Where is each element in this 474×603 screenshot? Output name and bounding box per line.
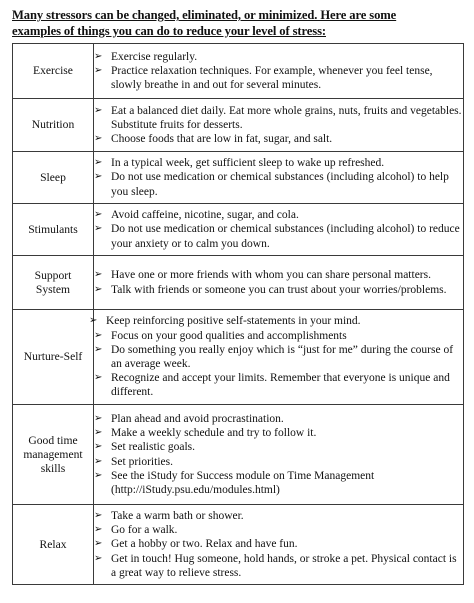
tip-text: Talk with friends or someone you can trust about your worries/problems. — [111, 283, 447, 296]
tip-text: Recognize and accept your limits. Remember that everyone is unique and different. — [111, 372, 450, 399]
heading-line-1: Many stressors can be changed, eliminated, or minimized. Here are some — [12, 8, 397, 22]
category-label: Relax — [39, 537, 67, 551]
list-item — [94, 537, 463, 551]
tips-list — [94, 104, 463, 147]
arrow-bullet-icon: ➢ — [94, 441, 103, 453]
category-label: Good time — [28, 433, 78, 447]
category-cell — [13, 44, 94, 99]
list-item — [94, 222, 463, 250]
document — [10, 7, 464, 585]
tips-list — [89, 314, 463, 399]
arrow-bullet-icon: ➢ — [94, 343, 103, 355]
list-item — [94, 208, 463, 222]
list-item — [94, 552, 463, 580]
arrow-bullet-icon: ➢ — [94, 64, 103, 76]
arrow-bullet-icon: ➢ — [89, 315, 98, 327]
category-cell — [13, 405, 94, 505]
arrow-bullet-icon: ➢ — [94, 552, 103, 564]
category-label: Sleep — [40, 170, 66, 184]
tip-text: Focus on your good qualities and accomplishments — [111, 329, 347, 342]
category-label: Stimulants — [28, 222, 78, 236]
category-label: management — [23, 447, 83, 461]
arrow-bullet-icon: ➢ — [94, 104, 103, 116]
table-row — [13, 505, 464, 585]
tips-list — [94, 412, 463, 497]
tip-text: Set realistic goals. — [111, 441, 195, 454]
list-item — [94, 104, 463, 132]
tips-list — [94, 50, 463, 93]
heading-line-2: examples of things you can do to reduce your level of stress: — [12, 24, 326, 38]
arrow-bullet-icon: ➢ — [94, 329, 103, 341]
tip-text: Get in touch! Hug someone, hold hands, or stroke a pet. Physical contact is a great way to relieve stress. — [111, 552, 457, 579]
category-label: System — [35, 282, 71, 296]
category-cell — [13, 204, 94, 256]
arrow-bullet-icon: ➢ — [94, 133, 103, 145]
category-cell — [13, 152, 94, 204]
tip-text: Avoid caffeine, nicotine, sugar, and cola. — [111, 209, 299, 222]
tips-cell — [94, 44, 464, 99]
tip-text: Practice relaxation techniques. For example, whenever you feel tense, slowly breathe in and out for several minutes. — [111, 64, 433, 92]
tip-text: Take a warm bath or shower. — [111, 509, 244, 522]
stress-tips-table — [12, 43, 464, 585]
arrow-bullet-icon: ➢ — [94, 427, 103, 439]
category-label: skills — [40, 461, 66, 475]
tips-cell — [94, 505, 464, 585]
list-item — [94, 64, 463, 92]
list-item — [94, 343, 463, 371]
page-heading — [10, 7, 464, 39]
arrow-bullet-icon: ➢ — [94, 283, 103, 295]
tip-text: Have one or more friends with whom you can share personal matters. — [111, 269, 431, 282]
table-row — [13, 405, 464, 505]
tip-text: Get a hobby or two. Relax and have fun. — [111, 538, 298, 551]
list-item — [94, 283, 463, 297]
tip-text: Choose foods that are low in fat, sugar, and salt. — [111, 133, 333, 146]
tips-cell — [94, 152, 464, 204]
list-item — [94, 440, 463, 454]
arrow-bullet-icon: ➢ — [94, 412, 103, 424]
arrow-bullet-icon: ➢ — [94, 223, 103, 235]
table-row — [13, 152, 464, 204]
list-item — [94, 523, 463, 537]
list-item — [94, 455, 463, 469]
table-row — [13, 204, 464, 256]
tip-text: Keep reinforcing positive self-statements in your mind. — [106, 315, 361, 328]
tip-text: In a typical week, get sufficient sleep to wake up refreshed. — [111, 157, 385, 170]
arrow-bullet-icon: ➢ — [94, 455, 103, 467]
list-item — [94, 426, 463, 440]
list-item — [94, 156, 463, 170]
tip-text: See the iStudy for Success module on Time Management (http://iStudy.psu.edu/modules.html) — [111, 469, 375, 496]
table-row — [13, 310, 464, 405]
tips-cell — [89, 310, 464, 405]
category-cell — [13, 99, 94, 152]
tip-text: Eat a balanced diet daily. Eat more whole grains, nuts, fruits and vegetables. Substitute fruits for desserts. — [111, 104, 462, 131]
category-cell — [13, 256, 94, 310]
tip-text: Make a weekly schedule and try to follow it. — [111, 427, 317, 440]
tip-text: Go for a walk. — [111, 524, 178, 537]
tips-list — [94, 208, 463, 251]
arrow-bullet-icon: ➢ — [94, 538, 103, 550]
list-item — [94, 509, 463, 523]
tip-text: Do something you really enjoy which is “just for me” during the course of an average week. — [111, 343, 454, 370]
tips-cell — [94, 204, 464, 256]
tip-text: Do not use medication or chemical substances (including alcohol) to reduce your anxiety or to calm you down. — [111, 223, 460, 250]
category-cell — [13, 505, 94, 585]
list-item — [94, 132, 463, 146]
category-label: Support — [34, 268, 72, 282]
tips-list — [94, 156, 463, 199]
arrow-bullet-icon: ➢ — [94, 209, 103, 221]
list-item — [94, 329, 463, 343]
category-cell — [13, 310, 94, 405]
category-label: Exercise — [33, 64, 73, 77]
arrow-bullet-icon: ➢ — [94, 469, 103, 481]
table-row — [13, 256, 464, 310]
tips-list — [94, 509, 463, 580]
tips-cell — [94, 99, 464, 152]
arrow-bullet-icon: ➢ — [94, 509, 103, 521]
category-label: Nurture-Self — [23, 350, 83, 363]
table-row — [13, 44, 464, 99]
tips-list — [94, 268, 463, 296]
table-row — [13, 99, 464, 152]
list-item — [94, 268, 463, 282]
tip-text: Set priorities. — [111, 455, 173, 468]
tips-cell — [94, 405, 464, 505]
arrow-bullet-icon: ➢ — [94, 372, 103, 384]
list-item — [94, 170, 463, 198]
arrow-bullet-icon: ➢ — [94, 269, 103, 281]
list-item — [94, 469, 463, 497]
tip-text: Do not use medication or chemical substances (including alcohol) to help you sleep. — [111, 171, 449, 198]
tips-cell — [94, 256, 464, 310]
category-label: Nutrition — [31, 118, 75, 131]
list-item — [89, 314, 463, 328]
arrow-bullet-icon: ➢ — [94, 524, 103, 536]
list-item — [94, 50, 463, 64]
arrow-bullet-icon: ➢ — [94, 157, 103, 169]
list-item — [94, 371, 463, 399]
tip-text: Plan ahead and avoid procrastination. — [111, 412, 284, 425]
table-body — [13, 44, 464, 585]
arrow-bullet-icon: ➢ — [94, 171, 103, 183]
tip-text: Exercise regularly. — [111, 50, 198, 63]
arrow-bullet-icon: ➢ — [94, 50, 103, 62]
list-item — [94, 412, 463, 426]
